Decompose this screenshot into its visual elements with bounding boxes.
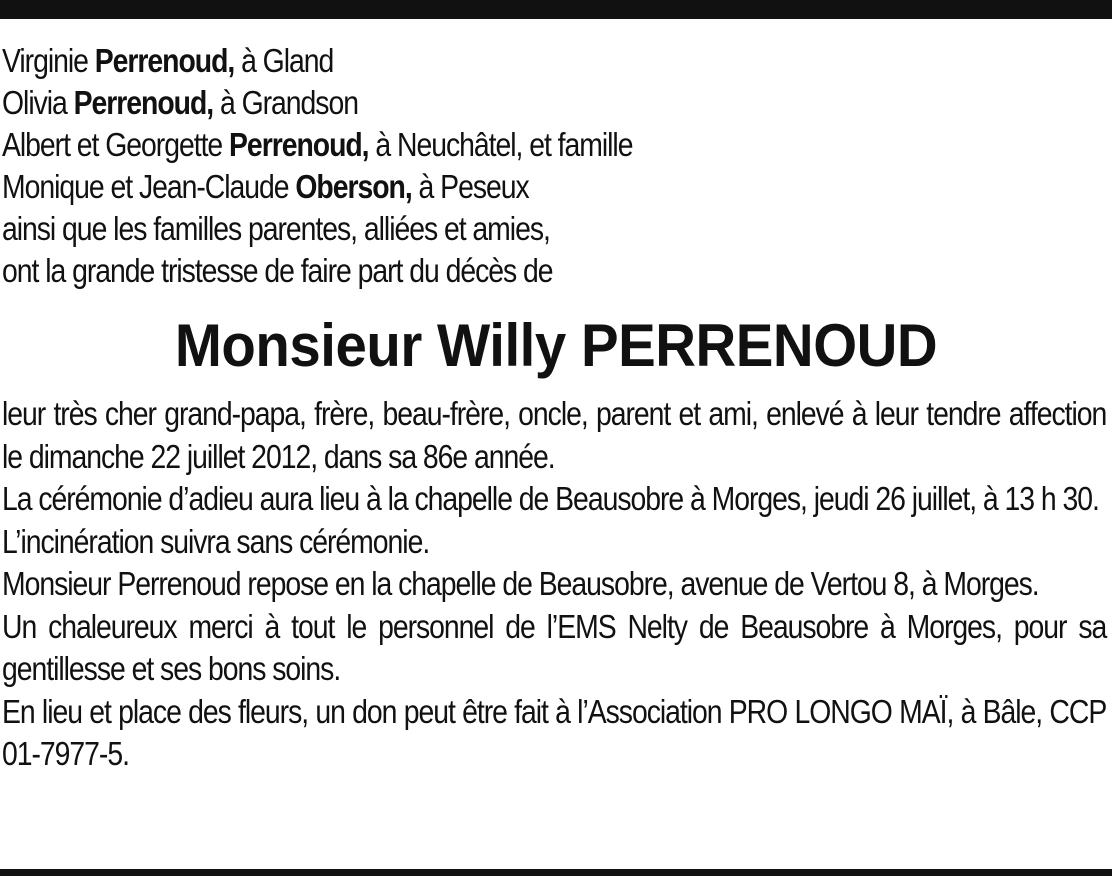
body-paragraph: L’incinération suivra sans cérémonie. (2, 522, 430, 560)
family-line (2, 40, 953, 82)
family-surname: Oberson, (295, 168, 412, 205)
family-location: à Peseux (411, 168, 529, 205)
body-paragraph: La cérémonie d’adieu aura lieu à la chapelle de Beausobre à Morges, jeudi 26 juillet, à 13 h 30. (2, 480, 1099, 517)
announcement-body (2, 393, 1106, 776)
family-names: Olivia (2, 84, 74, 121)
family-surname: Perrenoud, (94, 42, 235, 79)
family-surname: Perrenoud, (73, 84, 214, 121)
family-location: à Neuchâtel, et famille (368, 126, 633, 163)
family-names: ainsi que les familles parentes, alliées et amies, (2, 210, 550, 247)
family-location: à Grandson (213, 84, 358, 121)
family-line (2, 166, 953, 208)
body-paragraph: Un chaleureux merci à tout le personnel de l’EMS Nelty de Beausobre à Morges, pour sa gentillesse et ses bons soins. (2, 607, 1107, 687)
family-surname: Perrenoud, (229, 126, 369, 163)
body-paragraph: leur très cher grand-papa, frère, beau-frère, oncle, parent et ami, enlevé à leur tendre affection le dimanche 22 juillet 2012, dans sa 86e année. (2, 395, 1107, 475)
family-line (2, 124, 953, 166)
body-paragraph: En lieu et place des fleurs, un don peut être fait à l’Association PRO LONGO MAÏ, à Bâle, CCP 01-7977-5. (2, 692, 1107, 772)
family-line (2, 208, 953, 250)
body-paragraph: Monsieur Perrenoud repose en la chapelle de Beausobre, avenue de Vertou 8, à Morges. (2, 565, 1039, 602)
family-names: Monique et Jean-Claude (2, 168, 296, 205)
family-names: Virginie (2, 42, 95, 79)
family-line (2, 250, 953, 292)
family-line (2, 82, 953, 124)
family-names: ont la grande tristesse de faire part du décès de (2, 252, 553, 289)
family-names: Albert et Georgette (2, 126, 230, 163)
top-border-rule (0, 0, 1112, 19)
bottom-border-rule (0, 869, 1112, 876)
deceased-name-heading: Monsieur Willy PERRENOUD (174, 312, 938, 379)
family-location: à Gland (234, 42, 334, 79)
family-list (2, 40, 953, 292)
